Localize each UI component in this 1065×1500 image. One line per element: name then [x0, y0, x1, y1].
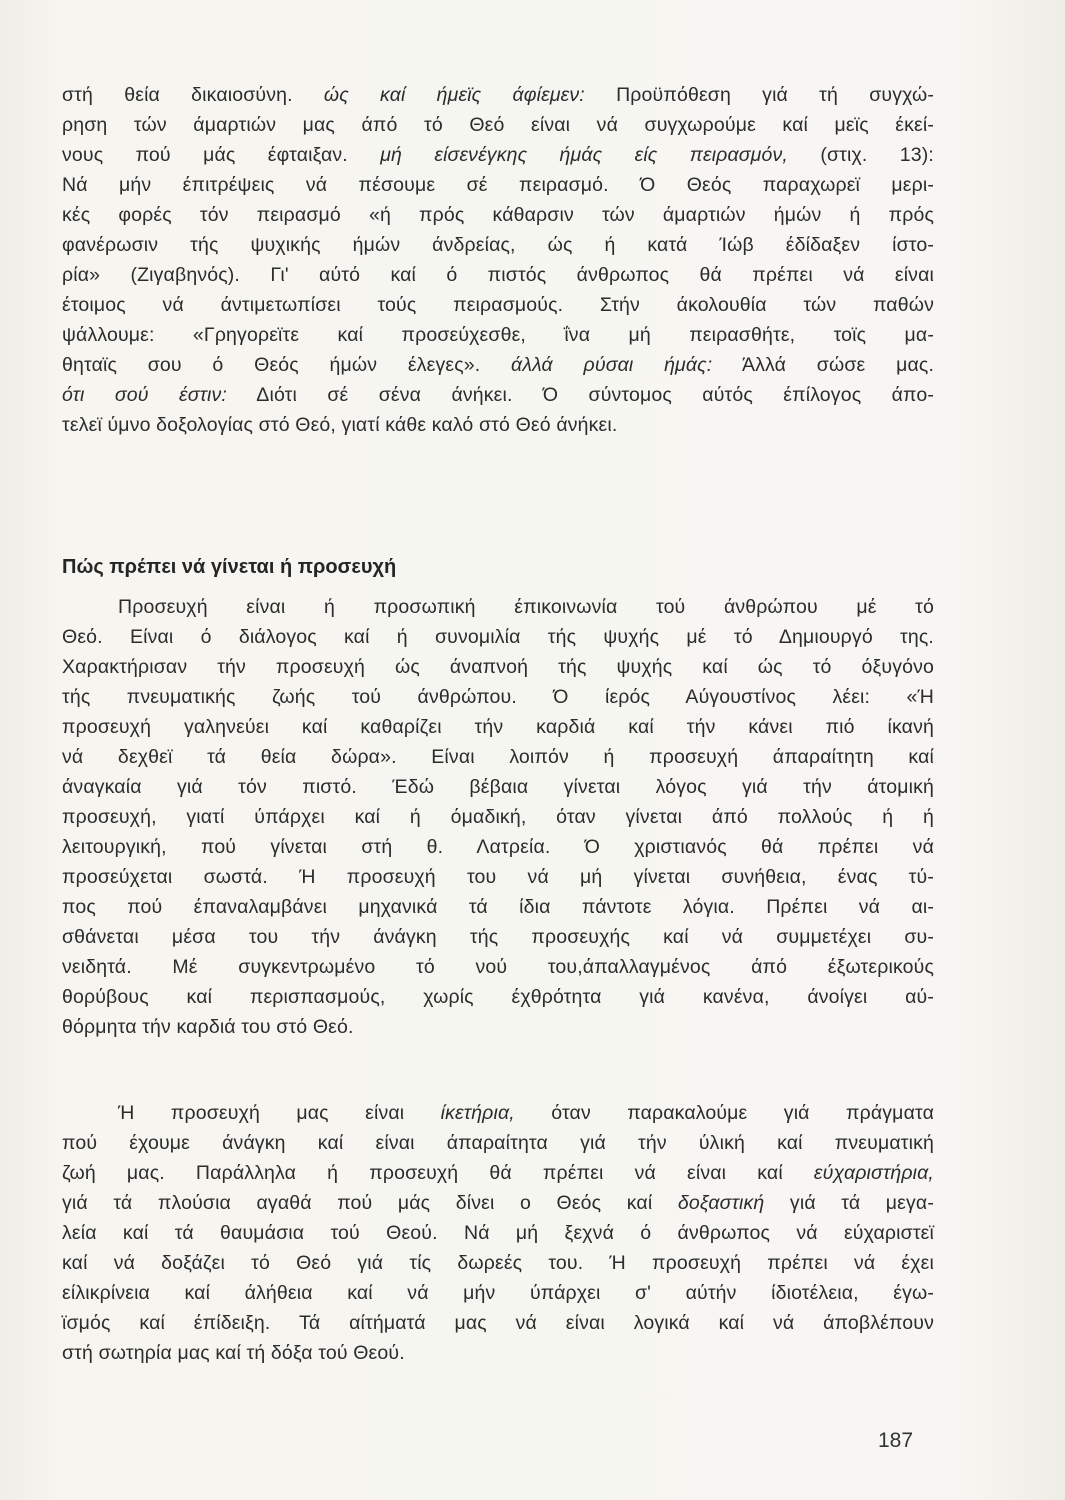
text-line: ρηση τών άμαρτιών μας άπό τό Θεό είναι νά συγχωρούμε καί μεϊς έκεί-: [62, 114, 934, 136]
text-line: στή θεία δικαιοσύνη. ώς καί ήμεϊς άφίεμεν: Προϋπόθεση γιά τή συγχώ-: [62, 84, 934, 106]
text-line: έτοιμος νά άντιμετωπίσει τούς πειρασμούς. Στήν άκολουθία τών παθών: [62, 294, 934, 316]
text-line: θηταϊς σου ό Θεός ήμών έλεγες». άλλά ρύσαι ήμάς: Άλλά σώσε μας.: [62, 354, 935, 376]
text-line: άναγκαία γιά τόν πιστό. Έδώ βέβαια γίνεται λόγος γιά τήν άτομική: [62, 776, 934, 798]
text-line: σθάνεται μέσα του τήν άνάγκη τής προσευχής καί νά συμμετέχει συ-: [62, 926, 934, 948]
text-line: τής πνευματικής ζωής τού άνθρώπου. Ό ίερός Αύγουστίνος λέει: «Ή: [62, 686, 934, 708]
text-line: στή σωτηρία μας καί τή δόξα τού Θεού.: [62, 1342, 405, 1364]
text-line: Νά μήν έπιτρέψεις νά πέσουμε σέ πειρασμό. Ό Θεός παραχωρεϊ μερι-: [62, 174, 934, 196]
text-line: είλικρίνεια καί άλήθεια καί νά μήν ύπάρχει σ' αύτήν ίδιοτέλεια, έγω-: [62, 1282, 934, 1304]
page-number: 187: [878, 1429, 914, 1452]
text-line: Χαρακτήρισαν τήν προσευχή ώς άναπνοή τής ψυχής καί ώς τό όξυγόνο: [62, 656, 934, 678]
text-line: ϊσμός καί έπίδειξη. Τά αίτήματά μας νά είναι λογικά καί νά άποβλέπουν: [62, 1312, 934, 1334]
text-line: θόρμητα τήν καρδιά του στό Θεό.: [62, 1016, 354, 1038]
text-line: λεία καί τά θαυμάσια τού Θεού. Νά μή ξεχνά ό άνθρωπος νά εύχαριστεϊ: [62, 1222, 934, 1244]
text-line: ρία» (Ζιγαβηνός). Γι' αύτό καί ό πιστός άνθρωπος θά πρέπει νά είναι: [62, 264, 934, 286]
text-line: Θεό. Είναι ό διάλογος καί ή συνομιλία τής ψυχής μέ τό Δημιουργό της.: [62, 626, 934, 648]
text-line: τελεϊ ύμνο δοξολογίας στό Θεό, γιατί κάθε καλό στό Θεό άνήκει.: [62, 414, 618, 436]
text-line: προσευχή, γιατί ύπάρχει καί ή όμαδική, όταν γίνεται άπό πολλούς ή ή: [62, 806, 934, 828]
text-line: νους πού μάς έφταιξαν. μή είσενέγκης ήμάς είς πειρασμόν, (στιχ. 13):: [62, 144, 934, 166]
text-line: Ή προσευχή μας είναι ίκετήρια, όταν παρακαλούμε γιά πράγματα: [118, 1102, 934, 1124]
text-line: ζωή μας. Παράλληλα ή προσευχή θά πρέπει νά είναι καί εύχαριστήρια,: [62, 1162, 934, 1184]
text-line: καί νά δοξάζει τό Θεό γιά τίς δωρεές του. Ή προσευχή πρέπει νά έχει: [62, 1252, 934, 1274]
text-line: κές φορές τόν πειρασμό «ή πρός κάθαρσιν τών άμαρτιών ήμών ή πρός: [62, 204, 934, 226]
text-line: νειδητά. Μέ συγκεντρωμένο τό νού του,άπαλλαγμένος άπό έξωτερικούς: [62, 956, 934, 978]
text-line: προσευχή γαληνεύει καί καθαρίζει τήν καρδιά καί τήν κάνει πιό ίκανή: [62, 716, 934, 738]
text-line: προσεύχεται σωστά. Ή προσευχή του νά μή γίνεται συνήθεια, ένας τύ-: [62, 866, 934, 888]
text-line: ψάλλουμε: «Γρηγορεϊτε καί προσεύχεσθε, ΐνα μή πειρασθήτε, τοϊς μα-: [62, 324, 934, 346]
text-line: πος πού έπαναλαμβάνει μηχανικά τά ίδια πάντοτε λόγια. Πρέπει νά αι-: [62, 896, 934, 918]
text-line: ότι σού έστιν: Διότι σέ σένα άνήκει. Ό σύντομος αύτός έπίλογος άπο-: [62, 384, 934, 406]
text-line: Προσευχή είναι ή προσωπική έπικοινωνία τού άνθρώπου μέ τό: [118, 596, 934, 618]
text-line: φανέρωσιν τής ψυχικής ήμών άνδρείας, ώς ή κατά Ίώβ έδίδαξεν ίστο-: [62, 234, 934, 256]
text-line: θορύβους καί περισπασμούς, χωρίς έχθρότητα γιά κανένα, άνοίγει αύ-: [62, 986, 934, 1008]
text-line: πού έχουμε άνάγκη καί είναι άπαραίτητα γιά τήν ύλική καί πνευματική: [62, 1132, 934, 1154]
text-line: νά δεχθεϊ τά θεία δώρα». Είναι λοιπόν ή προσευχή άπαραίτητη καί: [62, 746, 934, 768]
text-line: λειτουργική, πού γίνεται στή θ. Λατρεία. Ό χριστιανός θά πρέπει νά: [62, 836, 934, 858]
section-heading: Πώς πρέπει νά γίνεται ή προσευχή: [62, 556, 397, 578]
text-line: γιά τά πλούσια αγαθά πού μάς δίνει ο Θεός καί δοξαστική γιά τά μεγα-: [62, 1192, 934, 1214]
